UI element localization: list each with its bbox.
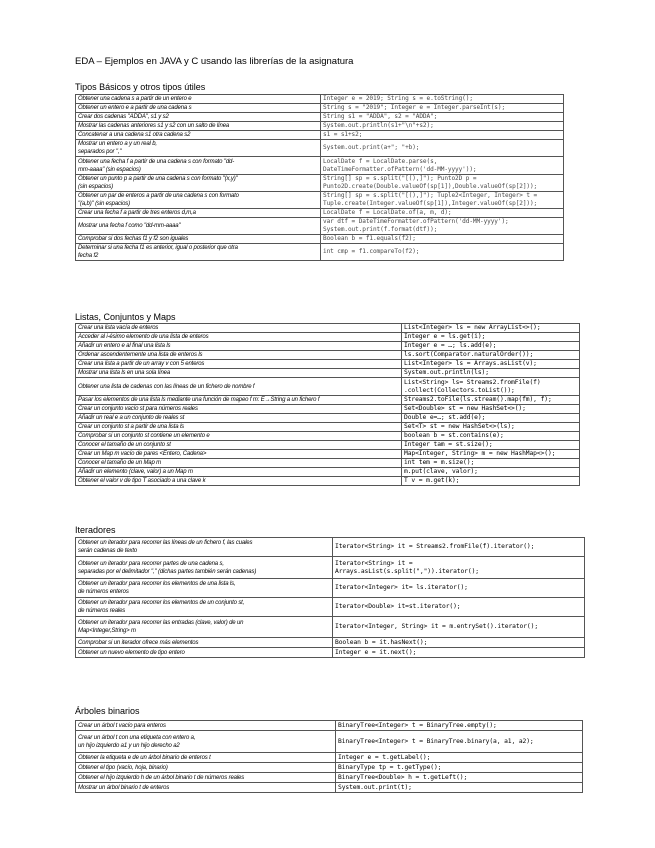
table-row [76, 131, 564, 140]
description-cell: Crear una lista vacía de enteros [76, 324, 402, 333]
description-cell: Añadir un elemento (clave, valor) a un Map m [76, 468, 402, 477]
code-cell: int tem = m.size(); [402, 459, 580, 468]
code-cell: Integer e = …; ls.add(e); [402, 342, 580, 351]
description-cell: Mostrar una fecha f como "dd-mm-aaaa" [76, 218, 321, 235]
binary-trees-table [75, 720, 583, 793]
section-heading: Árboles binarios [75, 706, 140, 716]
code-cell: Integer e = t.getLabel(); [336, 753, 583, 763]
table-row [76, 414, 580, 423]
table-row [76, 95, 564, 104]
code-cell: Map<Integer, String> m = new HashMap<>(); [402, 450, 580, 459]
code-cell: BinaryType tp = t.getType(); [336, 763, 583, 773]
description-cell: Comprobar si un conjunto st contiene un elemento e [76, 432, 402, 441]
code-cell: List<String> ls= Streams2.fromFile(f) .collect(Collectors.toList()); [402, 378, 580, 396]
table-row [76, 441, 580, 450]
code-cell: var dtf = DateTimeFormatter.ofPattern('dd-MM-yyyy'); System.out.print(f.format(dtf)); [321, 218, 564, 235]
description-cell: Mostrar una lista ls en una sola línea [76, 369, 402, 378]
table-row [76, 175, 564, 192]
code-cell: Set<T> st = new HashSet<>(ls); [402, 423, 580, 432]
code-cell: Streams2.toFile(ls.stream().map(fm), f); [402, 396, 580, 405]
description-cell: Obtener una fecha f a partir de una cadena s con formato "dd- mm-aaaa" (sin espacios) [76, 157, 321, 175]
table-row [76, 235, 564, 244]
description-cell: Obtener un par de enteros a partir de una cadena s con formato "(a,b)" (sin espacios) [76, 192, 321, 209]
basic-types-table [75, 94, 564, 261]
description-cell: Obtener una lista de cadenas con las líneas de un fichero de nombre f [76, 378, 402, 396]
description-cell: Obtener el tipo (vacío, hoja, binario) [76, 763, 336, 773]
table-row [76, 113, 564, 122]
table-row [76, 450, 580, 459]
iterators-table [75, 537, 585, 658]
code-cell: T v = m.get(k); [402, 477, 580, 486]
description-cell: Acceder al i-ésimo elemento de una lista de enteros [76, 333, 402, 342]
table-row [76, 477, 580, 486]
description-cell: Obtener un iterador para recorrer los elementos de una lista ls, de números enteros [76, 579, 333, 598]
code-cell: s1 = s1+s2; [321, 131, 564, 140]
table-row [76, 638, 585, 648]
code-cell: String s1 = "ADDA", s2 = "ADDA"; [321, 113, 564, 122]
code-cell: List<Integer> ls = new ArrayList<>(); [402, 324, 580, 333]
code-cell: Boolean b = f1.equals(f2); [321, 235, 564, 244]
description-cell: Concatenar a una cadena s1 otra cadena s2 [76, 131, 321, 140]
table-row [76, 192, 564, 209]
description-cell: Conocer el tamaño de un conjunto st [76, 441, 402, 450]
document-title: EDA – Ejemplos en JAVA y C usando las librerías de la asignatura [75, 56, 354, 67]
code-cell: Integer e = 2019; String s = e.toString(); [321, 95, 564, 104]
description-cell: Obtener la etiqueta e de un árbol binario de enteros t [76, 753, 336, 763]
code-cell: Iterator<Double> it=st.iterator(); [333, 598, 585, 617]
description-cell: Obtener un iterador para recorrer las entradas (clave, valor) de un Map<Integer,String> m [76, 617, 333, 638]
table-row [76, 773, 583, 783]
section-heading: Iteradores [75, 525, 116, 535]
table-row [76, 763, 583, 773]
description-cell: Obtener un iterador para recorrer los elementos de un conjunto st, de números reales [76, 598, 333, 617]
code-cell: BinaryTree<Integer> t = BinaryTree.empty(); [336, 721, 583, 731]
table-row [76, 351, 580, 360]
code-cell: Set<Double> st = new HashSet<>(); [402, 405, 580, 414]
description-cell: Crear un conjunto vacío st para números reales [76, 405, 402, 414]
description-cell: Añadir un real e a un conjunto de reales st [76, 414, 402, 423]
table-row [76, 783, 583, 793]
code-cell: BinaryTree<Double> h = t.getLeft(); [336, 773, 583, 783]
table-row [76, 617, 585, 638]
table-row [76, 396, 580, 405]
code-cell: boolean b = st.contains(e); [402, 432, 580, 441]
description-cell: Obtener un iterador para recorrer partes de una cadena s, separadas por el delimitador "," (dichas partes también serán cadenas) [76, 557, 333, 579]
table-row [76, 731, 583, 753]
code-cell: Iterator<Integer> it= ls.iterator(); [333, 579, 585, 598]
description-cell: Ordenar ascendentemente una lista de enteros ls [76, 351, 402, 360]
table-row [76, 342, 580, 351]
code-cell: String[] sp = s.split("[(),]"); Tuple2<Integer, Integer> t = Tuple.create(Integer.valueOf(sp[1]),Integer.valueOf(sp[2])); [321, 192, 564, 209]
table-row [76, 432, 580, 441]
collections-table [75, 323, 580, 486]
description-cell: Obtener un iterador para recorrer las líneas de un fichero f, las cuales serán cadenas de texto [76, 538, 333, 557]
table-row [76, 538, 585, 557]
code-cell: Iterator<String> it = Arrays.asList(s.split(",")).iterator(); [333, 557, 585, 579]
code-cell: Integer e = it.next(); [333, 648, 585, 658]
code-cell: BinaryTree<Integer> t = BinaryTree.binary(a, a1, a2); [336, 731, 583, 753]
table-row [76, 598, 585, 617]
table-row [76, 378, 580, 396]
table-row [76, 333, 580, 342]
description-cell: Crear un conjunto st a partir de una lista ls [76, 423, 402, 432]
description-cell: Obtener un entero e a partir de una cadena s [76, 104, 321, 113]
code-cell: Boolean b = it.hasNext(); [333, 638, 585, 648]
code-cell: String s = "2019"; Integer e = Integer.parseInt(s); [321, 104, 564, 113]
table-row [76, 104, 564, 113]
code-cell: ls.sort(Comparator.naturalOrder()); [402, 351, 580, 360]
table-row [76, 369, 580, 378]
description-cell: Obtener el valor v de tipo T asociado a una clave k [76, 477, 402, 486]
description-cell: Obtener un nuevo elemento de tipo entero [76, 648, 333, 658]
code-cell: Integer tam = st.size(); [402, 441, 580, 450]
description-cell: Mostrar las cadenas anteriores s1 y s2 con un salto de línea [76, 122, 321, 131]
code-cell: m.put(clave, valor); [402, 468, 580, 477]
description-cell: Mostrar un árbol binario t de enteros [76, 783, 336, 793]
table-row [76, 324, 580, 333]
code-cell: System.out.println(s1+"\n"+s2); [321, 122, 564, 131]
description-cell: Crear una fecha f a partir de tres enteros d,m,a [76, 209, 321, 218]
table-row [76, 140, 564, 157]
table-row [76, 157, 564, 175]
description-cell: Añadir un entero e al final una lista ls [76, 342, 402, 351]
table-row [76, 244, 564, 261]
section-heading: Tipos Básicos y otros tipos útiles [75, 82, 206, 92]
description-cell: Crear un árbol t vacío para enteros [76, 721, 336, 731]
table-row [76, 721, 583, 731]
table-row [76, 557, 585, 579]
description-cell: Conocer el tamaño de un Map m [76, 459, 402, 468]
code-cell: Integer e = ls.get(i); [402, 333, 580, 342]
description-cell: Determinar si una fecha f1 es anterior, igual o posterior que otra fecha f2 [76, 244, 321, 261]
table-row [76, 459, 580, 468]
table-row [76, 405, 580, 414]
code-cell: Iterator<String> it = Streams2.fromFile(f).iterator(); [333, 538, 585, 557]
table-row [76, 423, 580, 432]
code-cell: System.out.println(ls); [402, 369, 580, 378]
code-cell: System.out.print(a+"; "+b); [321, 140, 564, 157]
code-cell: LocalDate f = LocalDate.parse(s, DateTimeFormatter.ofPattern('dd-MM-yyyy')); [321, 157, 564, 175]
description-cell: Crear un árbol t con una etiqueta con entero a, un hijo izquierdo a1 y un hijo derecho a2 [76, 731, 336, 753]
table-row [76, 360, 580, 369]
table-row [76, 218, 564, 235]
table-row [76, 753, 583, 763]
description-cell: Pasar los elementos de una lista ls mediante una función de mapeo f m: E→String a un fichero f [76, 396, 402, 405]
code-cell: System.out.print(t); [336, 783, 583, 793]
description-cell: Crear un Map m vacío de pares <Entero, Cadena> [76, 450, 402, 459]
section-heading: Listas, Conjuntos y Maps [75, 312, 176, 322]
code-cell: int cmp = f1.compareTo(f2); [321, 244, 564, 261]
description-cell: Mostrar un entero a y un real b, separados por "," [76, 140, 321, 157]
description-cell: Obtener un punto p a partir de una cadena s con formato "(x,y)" (sin espacios) [76, 175, 321, 192]
code-cell: Double e=…; st.add(e); [402, 414, 580, 423]
description-cell: Crear dos cadenas "ADDA", s1 y s2 [76, 113, 321, 122]
description-cell: Comprobar si dos fechas f1 y f2 son iguales [76, 235, 321, 244]
table-row [76, 579, 585, 598]
code-cell: List<Integer> ls = Arrays.asList(v); [402, 360, 580, 369]
table-row [76, 648, 585, 658]
description-cell: Comprobar si un iterador ofrece más elementos [76, 638, 333, 648]
description-cell: Crear una lista a partir de un array v con 5 enteros [76, 360, 402, 369]
code-cell: String[] sp = s.split("[(),]"); Punto2D p = Punto2D.create(Double.valueOf(sp[1]),Double.valueOf(sp[2])); [321, 175, 564, 192]
description-cell: Obtener el hijo izquierdo h de un árbol binario t de números reales [76, 773, 336, 783]
table-row [76, 209, 564, 218]
description-cell: Obtener una cadena s a partir de un entero e [76, 95, 321, 104]
table-row [76, 468, 580, 477]
table-row [76, 122, 564, 131]
code-cell: Iterator<Integer, String> it = m.entrySet().iterator(); [333, 617, 585, 638]
code-cell: LocalDate f = LocalDate.of(a, m, d); [321, 209, 564, 218]
